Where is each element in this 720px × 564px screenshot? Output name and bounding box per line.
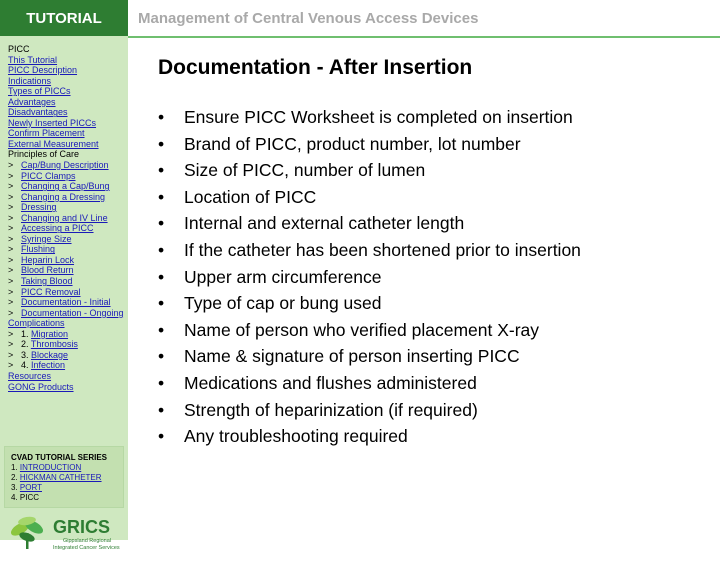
sidebar-sublink[interactable]: PICC Removal xyxy=(21,286,81,297)
series-item xyxy=(11,483,123,493)
bullet-item xyxy=(158,184,708,211)
sidebar-subitem xyxy=(8,202,132,213)
bullet-text: Location of PICC xyxy=(184,186,317,207)
bullet-text: Any troubleshooting required xyxy=(184,426,408,447)
chevron-right-icon: > xyxy=(8,233,14,244)
sidebar-item xyxy=(8,97,132,108)
sidebar-item xyxy=(8,382,132,393)
sidebar-sublink[interactable]: Cap/Bung Description xyxy=(21,160,109,171)
series-item xyxy=(11,473,123,483)
series-item xyxy=(11,493,123,503)
sidebar-link[interactable]: Newly Inserted PICCs xyxy=(8,117,97,128)
chevron-right-icon: > xyxy=(8,339,14,350)
bullet-item xyxy=(158,131,708,158)
sidebar-link[interactable]: Resources xyxy=(8,370,52,381)
sidebar-sublink[interactable]: Syringe Size xyxy=(21,233,72,244)
bullet-item xyxy=(158,290,708,317)
bullet-icon: • xyxy=(158,107,165,127)
bullet-item xyxy=(158,210,708,237)
bullet-item xyxy=(158,264,708,291)
sidebar-heading: PICC xyxy=(8,44,30,54)
bullet-item xyxy=(158,397,708,424)
series-item-link[interactable]: PORT xyxy=(19,483,42,492)
series-item-number: 1. xyxy=(11,463,18,472)
sidebar-subitem xyxy=(8,339,132,350)
bullet-icon: • xyxy=(158,186,165,207)
sidebar-sublink[interactable]: Migration xyxy=(31,328,69,339)
sidebar-subitem xyxy=(8,223,132,234)
sidebar-link[interactable]: GONG Products xyxy=(8,381,74,392)
sidebar-link[interactable]: Confirm Placement xyxy=(8,128,85,139)
sidebar-item xyxy=(8,118,132,129)
series-item-link[interactable]: HICKMAN CATHETER xyxy=(19,473,102,482)
bullet-icon: • xyxy=(158,266,165,287)
sidebar-heading: Principles of Care xyxy=(8,149,80,160)
page-title: Documentation - After Insertion xyxy=(158,56,473,79)
tutorial-tab[interactable] xyxy=(0,0,128,36)
sidebar-sublink[interactable]: Documentation - Ongoing xyxy=(21,307,124,318)
sidebar-subitem-number: 1. xyxy=(21,328,29,339)
sidebar-subitem xyxy=(8,265,132,276)
sidebar-subitem xyxy=(8,308,132,319)
sidebar-link[interactable]: Advantages xyxy=(8,96,56,107)
bullet-item xyxy=(158,104,708,131)
chevron-right-icon: > xyxy=(8,223,14,234)
sidebar xyxy=(0,36,128,551)
grics-logo-name: GRICS xyxy=(53,517,111,537)
sidebar-subitem-number: 2. xyxy=(21,339,29,350)
grics-logo-line1: Gippsland Regional xyxy=(63,538,112,544)
sidebar-sublink[interactable]: Accessing a PICC xyxy=(21,223,94,234)
sidebar-sublink[interactable]: Heparin Lock xyxy=(21,254,75,265)
sidebar-subitem xyxy=(8,329,132,340)
bullet-icon: • xyxy=(158,293,165,314)
bullet-item xyxy=(158,237,708,264)
chevron-right-icon: > xyxy=(8,181,14,192)
sidebar-subitem xyxy=(8,192,132,203)
series-item-link[interactable]: INTRODUCTION xyxy=(19,463,82,472)
bullet-text: Internal and external catheter length xyxy=(184,213,465,234)
sidebar-item xyxy=(8,128,132,139)
sidebar-subitem xyxy=(8,213,132,224)
sidebar-link[interactable]: External Measurement xyxy=(8,138,99,149)
series-item-link: PICC xyxy=(19,493,40,502)
sidebar-subitem xyxy=(8,160,132,171)
sidebar-link[interactable]: Disadvantages xyxy=(8,107,68,118)
chevron-right-icon: > xyxy=(8,244,14,255)
sidebar-item xyxy=(8,318,132,329)
chevron-right-icon: > xyxy=(8,170,14,181)
bullet-icon: • xyxy=(158,372,165,393)
sidebar-item xyxy=(8,86,132,97)
sidebar-subitem-number: 3. xyxy=(21,349,29,360)
sidebar-sublink[interactable]: Documentation - Initial xyxy=(21,297,111,308)
sidebar-link[interactable]: Indications xyxy=(8,75,52,86)
grics-leaf-icon xyxy=(9,515,45,549)
sidebar-sublink[interactable]: Dressing xyxy=(21,202,57,213)
chevron-right-icon: > xyxy=(8,254,14,265)
sidebar-sublink[interactable]: Blood Return xyxy=(21,265,74,276)
bullet-text: Ensure PICC Worksheet is completed on insertion xyxy=(184,107,573,127)
series-item-number: 2. xyxy=(11,473,18,482)
bullet-icon: • xyxy=(158,133,165,154)
bullet-text: If the catheter has been shortened prior to insertion xyxy=(184,239,581,260)
bullet-icon: • xyxy=(158,346,165,367)
sidebar-sublink[interactable]: Changing a Cap/Bung xyxy=(21,181,110,192)
chevron-right-icon: > xyxy=(8,307,14,318)
sidebar-item xyxy=(8,76,132,87)
sidebar-subitem xyxy=(8,297,132,308)
sidebar-sublink[interactable]: Infection xyxy=(31,360,66,371)
bullet-text: Size of PICC, number of lumen xyxy=(184,160,426,181)
chevron-right-icon: > xyxy=(8,212,14,223)
chevron-right-icon: > xyxy=(8,297,14,308)
sidebar-item xyxy=(8,65,132,76)
sidebar-item xyxy=(8,139,132,150)
bullet-item xyxy=(158,157,708,184)
bullet-icon: • xyxy=(158,426,165,447)
sidebar-subitem xyxy=(8,244,132,255)
sidebar-subitem xyxy=(8,350,132,361)
bullet-item xyxy=(158,423,708,450)
bullet-item xyxy=(158,317,708,344)
chevron-right-icon: > xyxy=(8,191,14,202)
chevron-right-icon: > xyxy=(8,349,14,360)
chevron-right-icon: > xyxy=(8,276,14,287)
sidebar-item xyxy=(8,55,132,66)
sidebar-link[interactable]: PICC Description xyxy=(8,65,78,76)
grics-logo-line2: Integrated Cancer Services xyxy=(53,545,120,551)
sidebar-item xyxy=(8,371,132,382)
sidebar-subitem xyxy=(8,360,132,371)
chevron-right-icon: > xyxy=(8,265,14,276)
bullet-item xyxy=(158,370,708,397)
sidebar-subitem xyxy=(8,255,132,266)
chevron-right-icon: > xyxy=(8,328,14,339)
chevron-right-icon: > xyxy=(8,286,14,297)
bullet-icon: • xyxy=(158,399,165,420)
bullet-list xyxy=(158,104,708,450)
bullet-text: Strength of heparinization (if required) xyxy=(184,399,478,420)
bullet-text: Name of person who verified placement X-ray xyxy=(184,319,540,340)
sidebar-sublink[interactable]: Flushing xyxy=(21,244,56,255)
bullet-icon: • xyxy=(158,160,165,181)
page-header-title: Management of Central Venous Access Devices xyxy=(138,9,479,27)
series-item xyxy=(11,463,123,473)
bullet-item xyxy=(158,343,708,370)
series-item-number: 3. xyxy=(11,483,18,492)
chevron-right-icon: > xyxy=(8,160,14,171)
bullet-icon: • xyxy=(158,319,165,340)
sidebar-sublink[interactable]: PICC Clamps xyxy=(21,170,76,181)
bullet-text: Upper arm circumference xyxy=(184,266,382,287)
grics-logo xyxy=(6,511,124,559)
sidebar-sublink[interactable]: Thrombosis xyxy=(30,339,78,350)
sidebar-sublink[interactable]: Changing and IV Line xyxy=(21,212,108,223)
sidebar-subitem xyxy=(8,287,132,298)
sidebar-subitem xyxy=(8,171,132,182)
chevron-right-icon: > xyxy=(8,360,14,371)
series-list xyxy=(11,463,123,503)
series-box xyxy=(4,446,124,508)
bullet-text: Name & signature of person inserting PICC xyxy=(184,346,520,367)
bullet-text: Medications and flushes administered xyxy=(184,372,477,393)
bullet-text: Brand of PICC, product number, lot number xyxy=(184,133,521,154)
sidebar-link[interactable]: Complications xyxy=(8,318,65,329)
sidebar-subitem xyxy=(8,276,132,287)
series-title: CVAD TUTORIAL SERIES xyxy=(11,453,108,462)
bullet-text: Type of cap or bung used xyxy=(184,293,382,314)
sidebar-subitem xyxy=(8,234,132,245)
sidebar-sublink[interactable]: Taking Blood xyxy=(21,276,73,287)
sidebar-subitem xyxy=(8,181,132,192)
sidebar-item xyxy=(8,107,132,118)
sidebar-link[interactable]: Types of PICCs xyxy=(8,86,71,97)
header-divider xyxy=(128,36,720,38)
series-item-number: 4. xyxy=(11,493,18,502)
sidebar-sublink[interactable]: Changing a Dressing xyxy=(21,191,106,202)
chevron-right-icon: > xyxy=(8,202,14,213)
sidebar-link[interactable]: This Tutorial xyxy=(8,54,58,65)
bullet-icon: • xyxy=(158,239,165,260)
sidebar-nav xyxy=(8,44,132,392)
sidebar-subitem-number: 4. xyxy=(21,360,29,371)
bullet-icon: • xyxy=(158,213,165,234)
sidebar-sublink[interactable]: Blockage xyxy=(31,349,69,360)
tutorial-tab-label: TUTORIAL xyxy=(26,9,102,27)
